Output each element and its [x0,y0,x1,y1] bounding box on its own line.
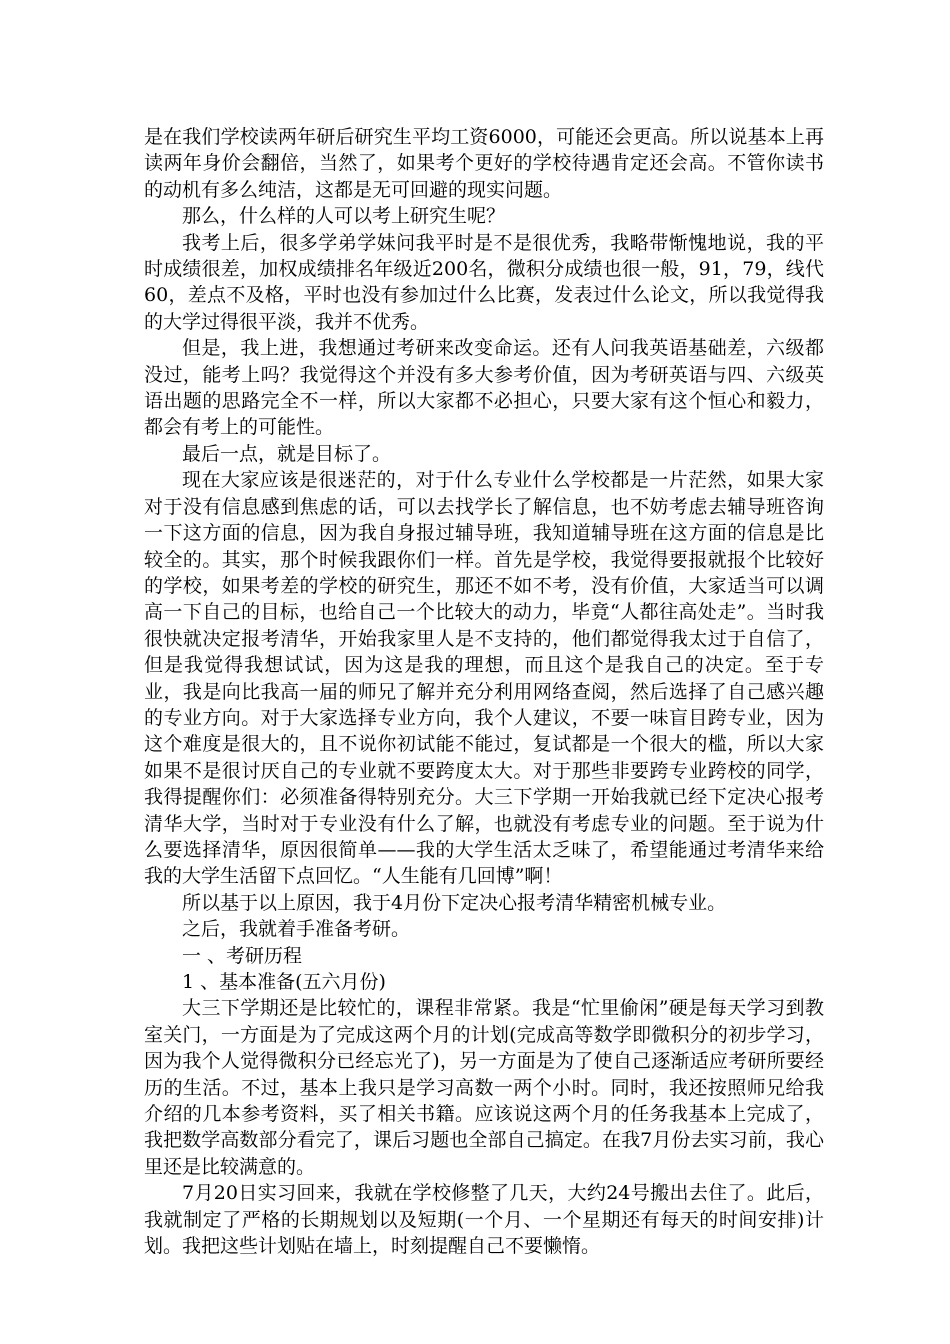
paragraph-motivation: 但是，我上进，我想通过考研来改变命运。还有人问我英语基础差，六级都没过，能考上吗？我觉得这个并没有多大参考价值，因为考研英语与四、六级英语出题的思路完全不一样，所以大家都不必担心，只要大家有这个恒心和毅力，都会有考上的可能性。 [144,337,824,439]
paragraph-junior-spring: 大三下学期还是比较忙的，课程非常紧。我是“忙里偷闲”硬是每天学习到教室关门，一方面是为了完成这两个月的计划(完成高等数学即微积分的初步学习，因为我个人觉得微积分已经忘光了)，另一方面是为了使自己逐渐适应考研所要经历的生活。不过，基本上我只是学习高数一两个小时。同时，我还按照师兄给我介绍的几本参考资料，买了相关书籍。应该说这两个月的任务我基本上完成了，我把数学高数部分看完了，课后习题也全部自己搞定。在我7月份去实习前，我心里还是比较满意的。 [144,997,824,1178]
paragraph-after-internship: 7月20日实习回来，我就在学校修整了几天，大约24号搬出去住了。此后，我就制定了严格的长期规划以及短期(一个月、一个星期还有每天的时间安排)计划。我把这些计划贴在墙上，时刻提醒自己不要懒惰。 [144,1182,824,1258]
section-heading-history: 一 、考研历程 [182,944,303,967]
paragraph-grades: 我考上后，很多学弟学妹问我平时是不是很优秀，我略带惭愧地说，我的平时成绩很差，加权成绩排名年级近200名，微积分成绩也很一般，91，79，线代60，差点不及格，平时也没有参加过什么比赛，发表过什么论文，所以我觉得我的大学过得很平淡，我并不优秀。 [144,231,824,333]
document-body [144,124,824,1259]
paragraph-who-can-pass: 那么，什么样的人可以考上研究生呢？ [182,205,506,228]
paragraph-start-prep: 之后，我就着手准备考研。 [182,918,411,941]
paragraph-decision: 所以基于以上原因，我于4月份下定决心报考清华精密机械专业。 [182,891,727,914]
subsection-heading-basic-prep: 1 、基本准备(五六月份) [182,971,386,993]
paragraph-choosing-school: 现在大家应该是很迷茫的，对于什么专业什么学校都是一片茫然，如果大家对于没有信息感到焦虑的话，可以去找学长了解信息，也不妨考虑去辅导班咨询一下这方面的信息，因为我自身报过辅导班，我知道辅导班在这方面的信息是比较全的。其实，那个时候我跟你们一样。首先是学校，我觉得要报就报个比较好的学校，如果考差的学校的研究生，那还不如不考，没有价值，大家适当可以调高一下自己的目标，也给自己一个比较大的动力，毕竟“人都往高处走”。当时我很快就决定报考清华，开始我家里人是不支持的，他们都觉得我太过于自信了，但是我觉得我想试试，因为这是我的理想，而且这个是我自己的决定。至于专业，我是向比我高一届的师兄了解并充分利用网络查阅，然后选择了自己感兴趣的专业方向。对于大家选择专业方向，我个人建议，不要一味盲目跨专业，因为这个难度是很大的，且不说你初试能不能过，复试都是一个很大的槛，所以大家如果不是很讨厌自己的专业就不要跨度太大。对于那些非要跨专业跨校的同学，我得提醒你们：必须准备得特别充分。大三下学期一开始我就已经下定决心报考清华大学，当时对于专业没有什么了解，也就没有考虑专业的问题。至于说为什么要选择清华，原因很简单——我的大学生活太乏味了，希望能通过考清华来给我的大学生活留下点回忆。“人生能有几回博”啊！ [144,469,824,888]
paragraph-goal-intro: 最后一点，就是目标了。 [182,442,392,465]
paragraph-salary-continued: 是在我们学校读两年研后研究生平均工资6000，可能还会更高。所以说基本上再读两年身价会翻倍，当然了，如果考个更好的学校待遇肯定还会高。不管你读书的动机有多么纯洁，这都是无可回避的现实问题。 [144,126,824,201]
